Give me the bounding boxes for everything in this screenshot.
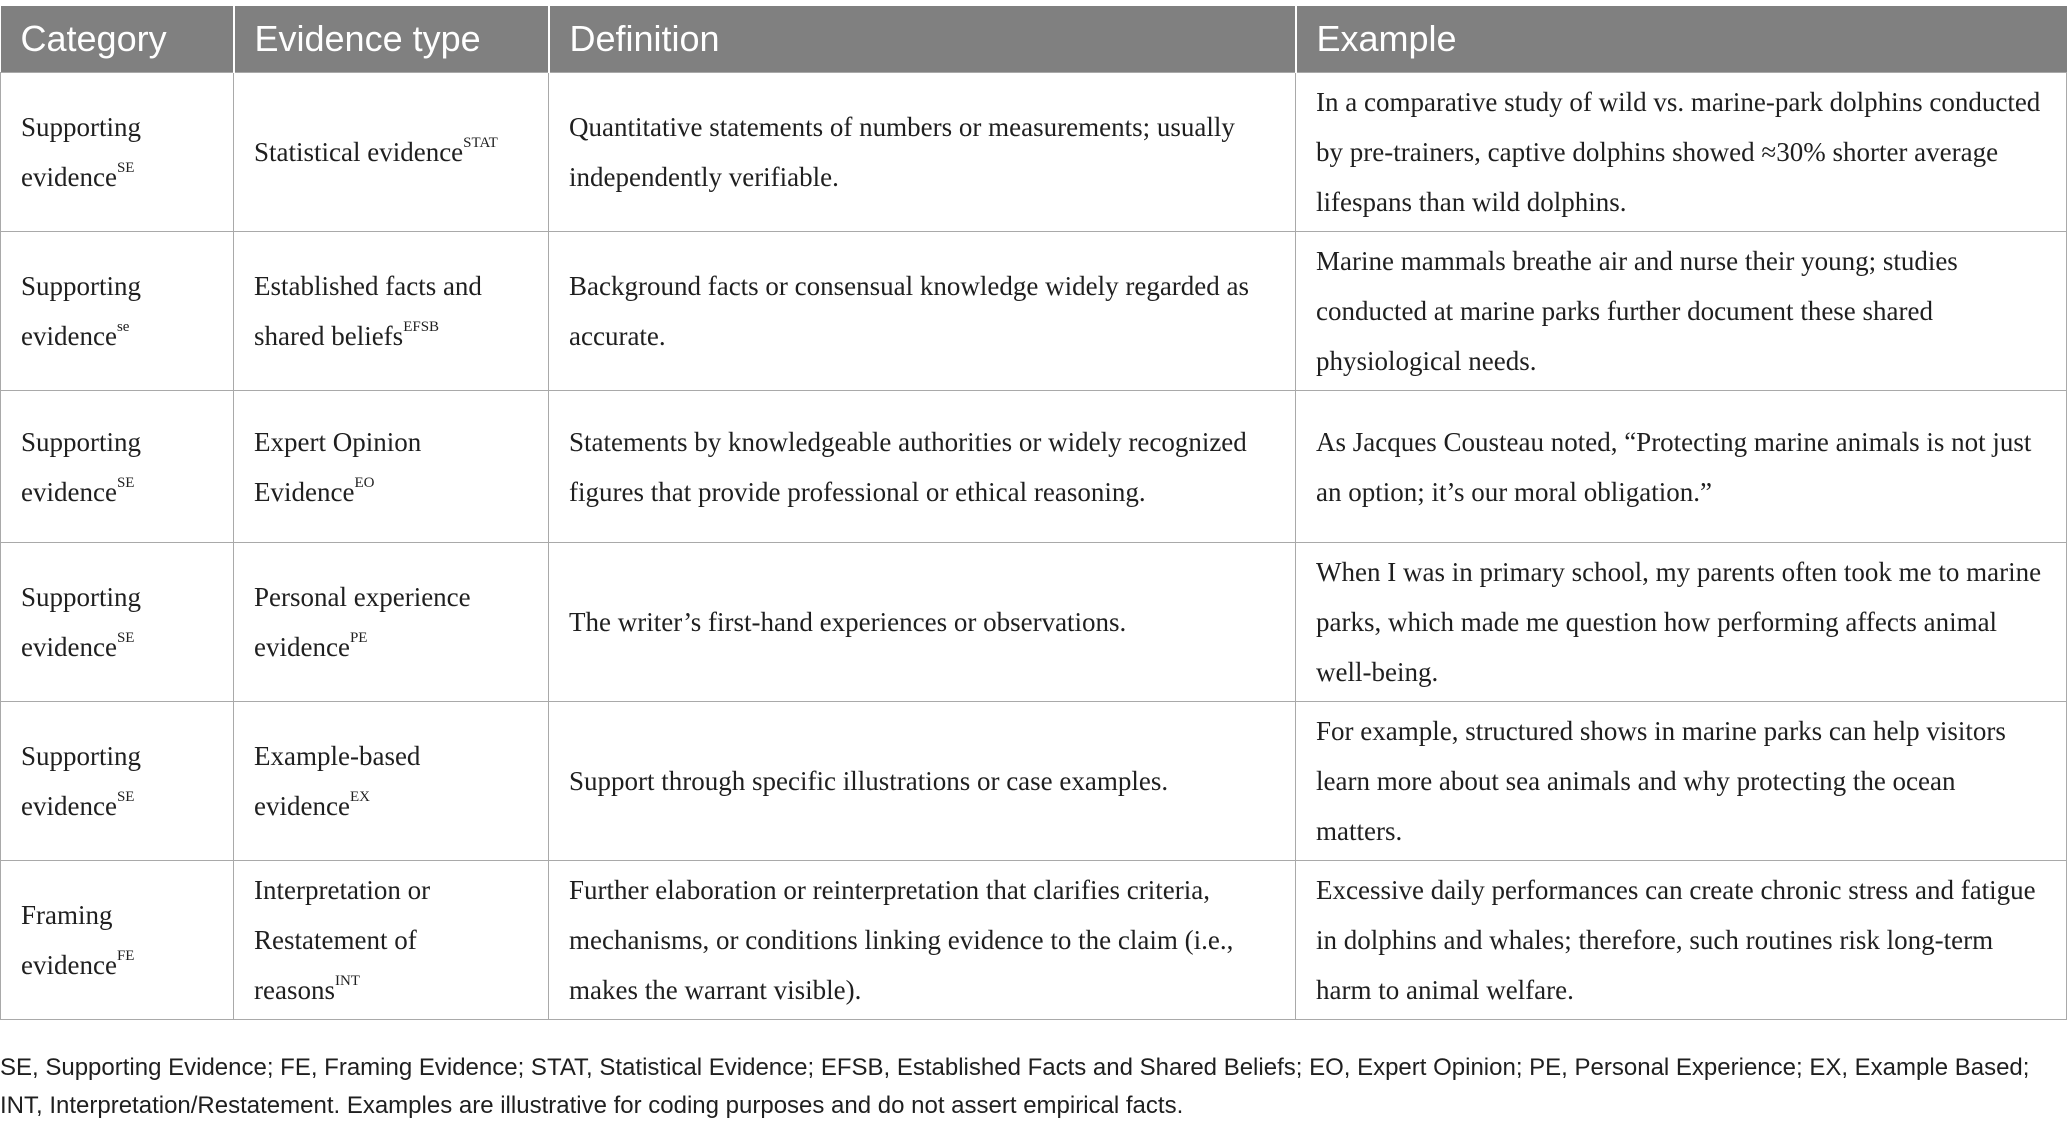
header-evidence-type: Evidence type — [234, 6, 549, 73]
category-text: Framing evidence — [21, 900, 117, 980]
table-row — [1, 73, 2067, 232]
table-row — [1, 543, 2067, 702]
category-text: Supporting evidence — [21, 271, 142, 351]
cell-definition: Statements by knowledgeable authorities or widely recognized figures that provide professional or ethical reasoning. — [549, 391, 1296, 543]
category-tag: SE — [116, 789, 135, 805]
header-row — [1, 6, 2067, 73]
header-category: Category — [1, 6, 234, 73]
evidence-tag: EFSB — [403, 319, 440, 335]
category-text: Supporting evidence — [21, 112, 142, 192]
category-text: Supporting evidence — [21, 426, 142, 507]
cell-category — [1, 861, 234, 1020]
table-footnote: SE, Supporting Evidence; FE, Framing Evidence; STAT, Statistical Evidence; EFSB, Established Facts and Shared Beliefs; EO, Expert Opinion; PE, Personal Experience; EX, Example Based; INT, Interpretation/Restatement. Examples are illustrative for coding purposes and do not assert empirical facts. — [0, 1054, 2030, 1119]
category-text: Supporting evidence — [21, 741, 142, 821]
cell-evidence-type — [234, 73, 549, 232]
cell-definition: Support through specific illustrations or case examples. — [549, 702, 1296, 861]
cell-category — [1, 73, 234, 232]
header-definition: Definition — [549, 6, 1296, 73]
evidence-type-text: Established facts and shared beliefs — [254, 271, 482, 351]
table-header — [1, 6, 2067, 73]
table-row — [1, 232, 2067, 391]
table-row — [1, 702, 2067, 861]
cell-category — [1, 391, 234, 543]
table-row — [1, 861, 2067, 1020]
evidence-tag: PE — [349, 630, 368, 646]
evidence-type-text: Statistical evidence — [254, 137, 464, 167]
evidence-tag: STAT — [463, 135, 498, 151]
cell-evidence-type — [234, 391, 549, 543]
category-tag: SE — [116, 630, 135, 646]
cell-example: When I was in primary school, my parents often took me to marine parks, which made me question how performing affects animal well-being. — [1296, 543, 2067, 702]
category-tag: SE — [116, 474, 135, 491]
cell-definition: The writer’s first-hand experiences or observations. — [549, 543, 1296, 702]
cell-example: As Jacques Cousteau noted, “Protecting marine animals is not just an option; it’s our moral obligation.” — [1296, 391, 2067, 543]
evidence-table — [0, 6, 2067, 1020]
cell-category — [1, 702, 234, 861]
cell-evidence-type — [234, 861, 549, 1020]
evidence-tag: EX — [349, 789, 370, 805]
cell-definition: Background facts or consensual knowledge widely regarded as accurate. — [549, 232, 1296, 391]
cell-definition: Quantitative statements of numbers or measurements; usually independently verifiable. — [549, 73, 1296, 232]
cell-category — [1, 543, 234, 702]
cell-evidence-type — [234, 543, 549, 702]
cell-example: In a comparative study of wild vs. marine-park dolphins conducted by pre-trainers, captive dolphins showed ≈30% shorter average lifespans than wild dolphins. — [1296, 73, 2067, 232]
cell-evidence-type — [234, 702, 549, 861]
cell-example: For example, structured shows in marine parks can help visitors learn more about sea animals and why protecting the ocean matters. — [1296, 702, 2067, 861]
header-example: Example — [1296, 6, 2067, 73]
category-tag: FE — [116, 948, 135, 964]
evidence-type-text: Example-based evidence — [254, 741, 421, 821]
cell-definition: Further elaboration or reinterpretation that clarifies criteria, mechanisms, or conditions linking evidence to the claim (i.e., makes the warrant visible). — [549, 861, 1296, 1020]
table-body — [1, 73, 2067, 1020]
evidence-tag: EO — [354, 474, 375, 491]
evidence-type-text: Interpretation or Restatement of reasons — [254, 875, 431, 1005]
cell-evidence-type — [234, 232, 549, 391]
cell-category — [1, 232, 234, 391]
table-row — [1, 391, 2067, 543]
evidence-tag: INT — [334, 973, 360, 989]
cell-example: Excessive daily performances can create chronic stress and fatigue in dolphins and whales; therefore, such routines risk long-term harm to animal welfare. — [1296, 861, 2067, 1020]
category-tag: se — [116, 319, 130, 335]
category-text: Supporting evidence — [21, 582, 142, 662]
evidence-type-text: Personal experience evidence — [254, 582, 471, 662]
category-tag: SE — [116, 160, 135, 176]
evidence-type-text: Expert Opinion Evidence — [254, 426, 422, 507]
cell-example: Marine mammals breathe air and nurse their young; studies conducted at marine parks further document these shared physiological needs. — [1296, 232, 2067, 391]
